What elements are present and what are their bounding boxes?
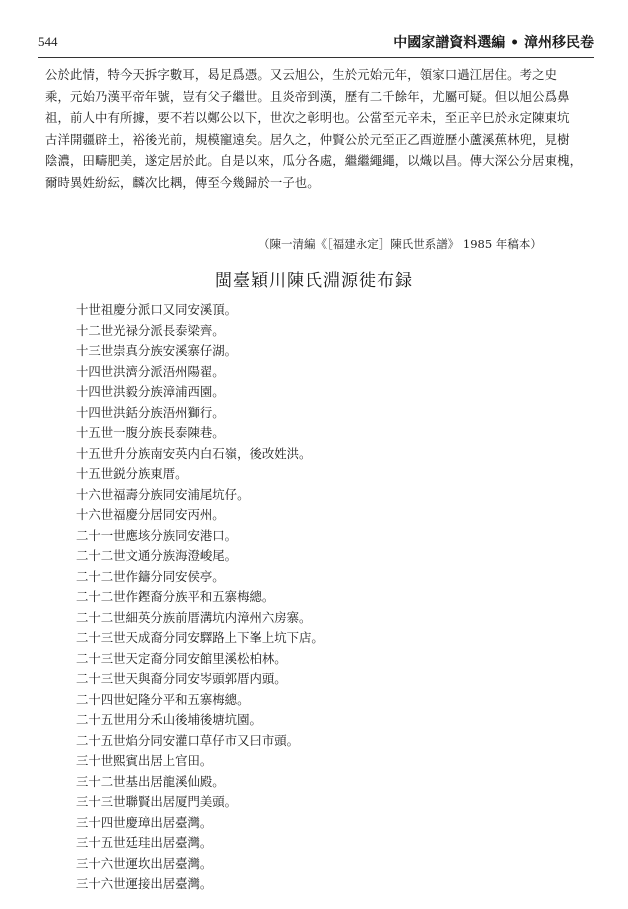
list-item: 十四世洪銛分族浯州獅行。 — [76, 404, 225, 420]
running-head: 中國家譜資料選編 • 漳州移民卷 — [393, 35, 594, 51]
list-item: 三十二世基出居龍溪仙殿。 — [76, 773, 225, 789]
intro-line: 祖，前人中有所據，要不若以鄭公以下，世次之彰明也。公當至元辛未，至正辛巳於永定陳東坑 — [45, 110, 570, 126]
intro-line: 爾時異姓紛紜，麟次比耦，傳至今幾歸於一子也。 — [45, 174, 320, 190]
intro-line: 陰濃，田疇肥美，遂定居於此。自是以來，瓜分各處，繼繼繩繩，以熾以昌。傳大深公分居東槐， — [45, 153, 583, 169]
list-item: 十世祖慶分派口又同安溪頂。 — [76, 302, 238, 317]
list-item: 二十五世焰分同安灌口草仔市又曰市頭。 — [76, 732, 300, 748]
intro-line: 乘，元始乃漢平帝年號，豈有父子繼世。且炎帝到漢，歷有二千餘年，尤屬可疑。但以旭公爲鼻 — [45, 88, 570, 104]
list-item: 二十三世天成裔分同安驛路上下峯上坑下店。 — [76, 630, 324, 645]
entry-list — [76, 300, 324, 895]
list-item: 二十二世文通分族海澄峻尾。 — [76, 548, 238, 563]
list-item: 二十一世應垓分族同安港口。 — [76, 527, 238, 543]
list-item: 十六世福壽分族同安浦尾坑仔。 — [76, 486, 250, 502]
list-item: 十三世崇真分族安溪寨仔湖。 — [76, 343, 238, 358]
list-item: 二十四世妃隆分平和五寨梅總。 — [76, 691, 250, 707]
list-item: 三十四世慶璋出居臺灣。 — [76, 814, 213, 830]
list-item: 二十三世天與裔分同安岑頭郭厝内頭。 — [76, 671, 287, 686]
section-title: 閩臺穎川陳氏淵源徙布録 — [215, 271, 413, 291]
list-item: 二十五世用分禾山後埔後塘坑園。 — [76, 712, 262, 727]
page-number: 544 — [38, 34, 58, 49]
list-item: 二十二世細英分族前厝溝坑内漳州六房寨。 — [76, 609, 312, 625]
list-item: 十五世鋭分族東厝。 — [76, 466, 188, 481]
intro-paragraph — [45, 64, 593, 194]
intro-line: 公於此情，特今天拆字數耳，曷足爲憑。又云旭公，生於元始元年，領家口過江居住。考之史 — [45, 67, 558, 82]
list-item: 二十三世天定裔分同安館里溪松柏林。 — [76, 650, 287, 666]
list-item: 三十六世運接出居臺灣。 — [76, 876, 213, 891]
page-header — [38, 32, 594, 54]
list-item: 二十二世作鏗裔分族平和五寨梅總。 — [76, 589, 275, 604]
list-item: 三十六世運坎出居臺灣。 — [76, 855, 213, 871]
list-item: 十六世福慶分居同安丙州。 — [76, 507, 225, 522]
list-item: 三十世熙賓出居上官田。 — [76, 753, 213, 768]
source-citation: （陳一清編《［福建永定］陳氏世系譜》 1985 年稿本） — [258, 237, 542, 251]
list-item: 十二世光禄分派長泰梁齊。 — [76, 322, 225, 338]
list-item: 十四世洪濟分派浯州陽翟。 — [76, 363, 225, 379]
list-item: 十四世洪毅分族漳浦西園。 — [76, 384, 225, 399]
list-item: 二十二世作鑄分同安侯亭。 — [76, 568, 225, 584]
header-rule — [38, 57, 594, 58]
list-item: 十五世一腹分族長泰陳巷。 — [76, 425, 225, 440]
intro-line: 古洋開疆辟土，裕後光前，規模寵遠矣。居久之，仲賢公於元至正乙酉遊歷小蘆溪蕉林兜，見樹 — [45, 131, 570, 147]
list-item: 三十三世聯賢出居厦門美頭。 — [76, 794, 238, 809]
list-item: 十五世升分族南安英内白石嶺，後改姓洪。 — [76, 445, 312, 461]
list-item: 三十五世廷珪出居臺灣。 — [76, 835, 213, 850]
